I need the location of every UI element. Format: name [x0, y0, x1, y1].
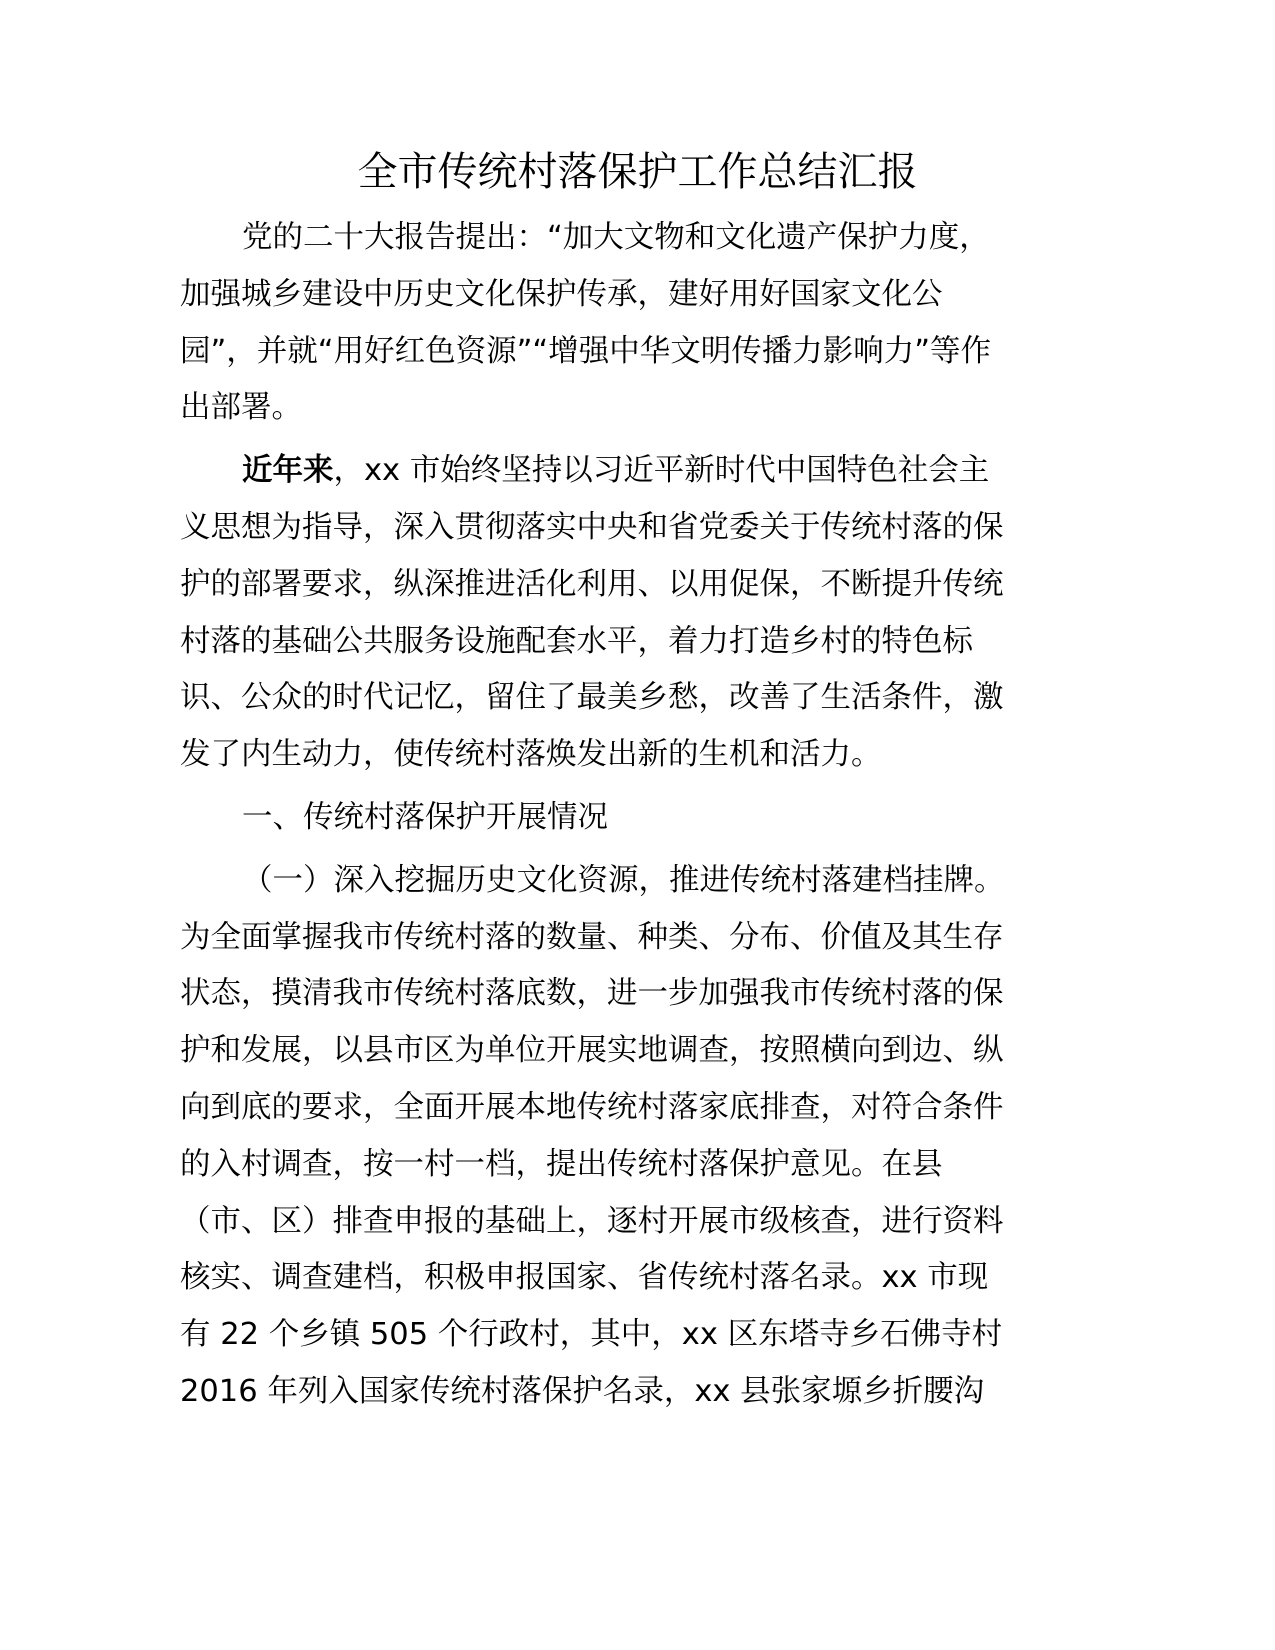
text-line: 村落的基础公共服务设施配套水平，着力打造乡村的特色标 [180, 623, 973, 659]
section-heading [180, 790, 1060, 847]
text-line: 义思想为指导，深入贯彻落实中央和省党委关于传统村落的保 [180, 509, 1004, 545]
text-line: 护的部署要求，纵深推进活化利用、以用促保，不断提升传统 [180, 566, 1004, 602]
text-line: 状态，摸清我市传统村落底数，进一步加强我市传统村落的保 [180, 976, 1004, 1012]
paragraph-2 [180, 443, 1060, 784]
text-line: （市、区）排查申报的基础上，逐村开展市级核查，进行资料 [180, 1203, 1004, 1239]
text-line: 核实、调查建档，积极申报国家、省传统村落名录。xx 市现 [180, 1260, 989, 1296]
paragraph-3 [180, 853, 1060, 1421]
paragraph-1 [180, 210, 1060, 437]
text-line: 向到底的要求，全面开展本地传统村落家底排查，对符合条件 [180, 1089, 1004, 1125]
text-line: 识、公众的时代记忆，留住了最美乡愁，改善了生活条件，激 [180, 680, 1004, 716]
text-line: 园”，并就“用好红色资源”“增强中华文明传播力影响力”等作 [180, 333, 992, 369]
text-line: 加强城乡建设中历史文化保护传承，建好用好国家文化公 [180, 276, 943, 312]
text-span: ，xx 市始终坚持以习近平新时代中国特色社会主 [333, 453, 990, 489]
text-line: 为全面掌握我市传统村落的数量、种类、分布、价值及其生存 [180, 919, 1004, 955]
text-line: 护和发展，以县市区为单位开展实地调查，按照横向到边、纵 [180, 1033, 1004, 1069]
heading-line: 一、传统村落保护开展情况 [242, 799, 608, 835]
text-line: 有 22 个乡镇 505 个行政村，其中，xx 区东塔寺乡石佛寺村 [180, 1317, 1003, 1353]
text-line: 的入村调查，按一村一档，提出传统村落保护意见。在县 [180, 1146, 943, 1182]
text-line: 出部署。 [180, 390, 302, 426]
text-line: （一）深入挖掘历史文化资源，推进传统村落建档挂牌。 [242, 862, 1005, 898]
document-title: 全市传统村落保护工作总结汇报 [357, 149, 918, 195]
lead-phrase: 近年来 [242, 453, 334, 489]
text-line: 2016 年列入国家传统村落保护名录，xx 县张家塬乡折腰沟 [180, 1373, 985, 1409]
text-line [180, 443, 1060, 500]
text-line: 党的二十大报告提出：“加大文物和文化遗产保护力度， [242, 220, 990, 255]
document-body [180, 210, 1060, 1421]
text-line: 发了内生动力，使传统村落焕发出新的生机和活力。 [180, 737, 882, 773]
